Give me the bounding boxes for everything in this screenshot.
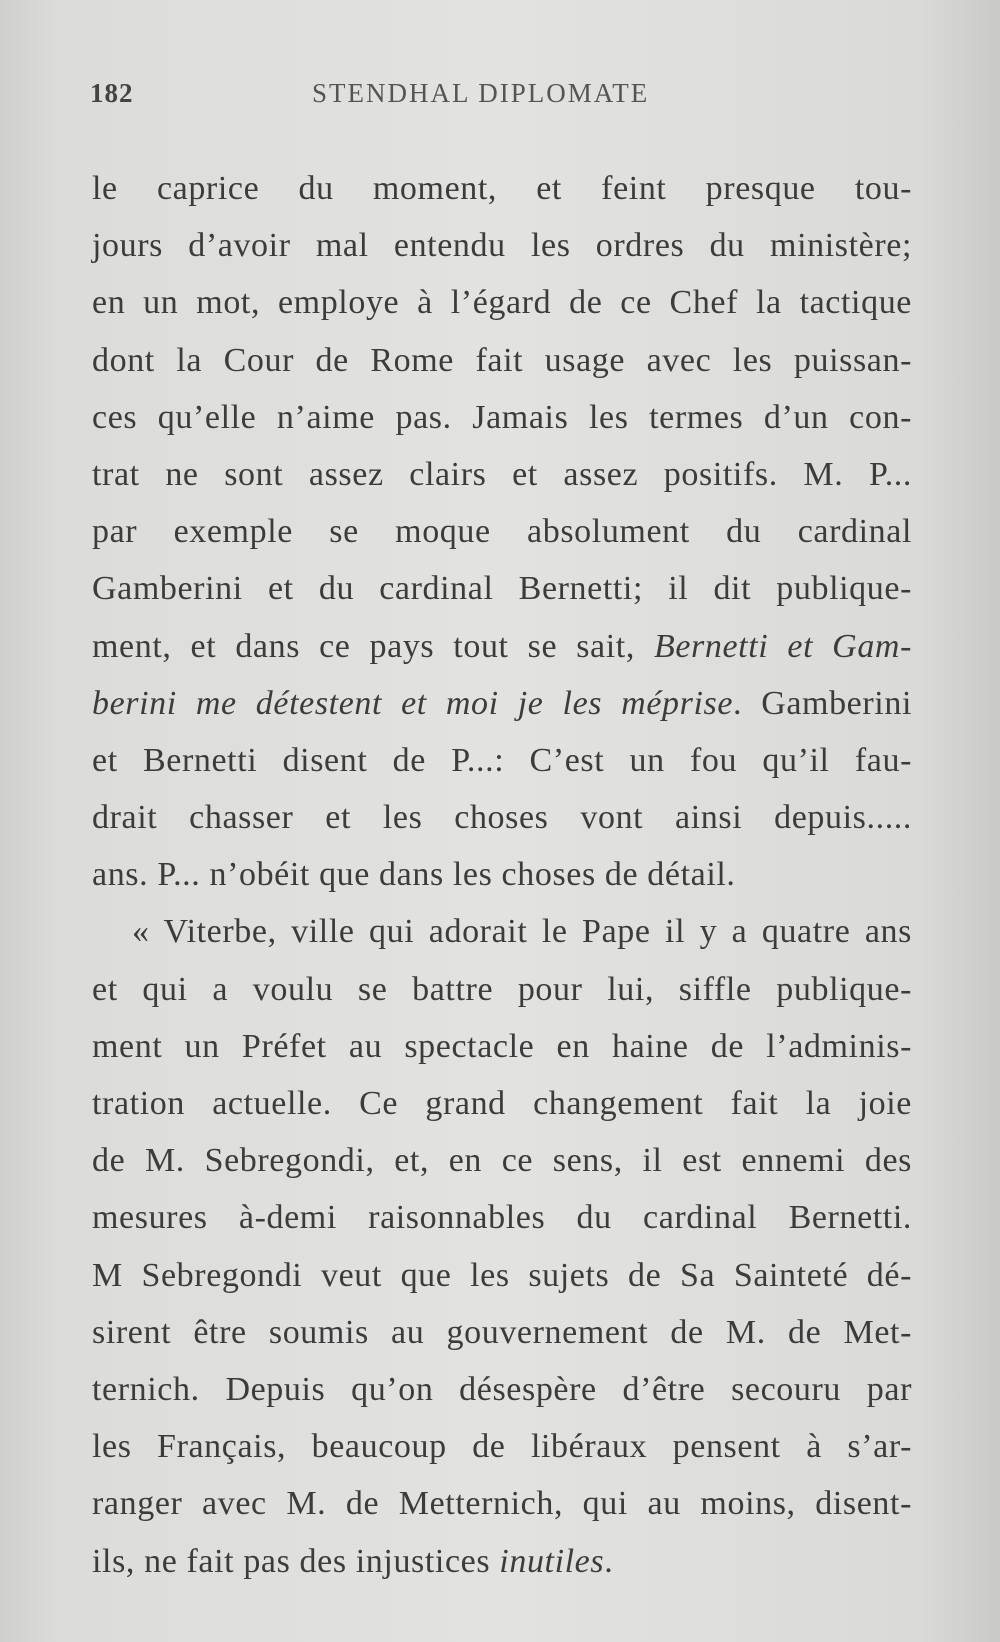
text-line: dont la Cour de Rome fait usage avec les puissan- (92, 341, 912, 379)
text-line: par exemple se moque absolument du cardinal (92, 513, 912, 551)
text-line: le caprice du moment, et feint presque tou- (92, 170, 912, 207)
italic-run: berini me détestent et moi je les méprise (92, 684, 734, 722)
text-line: « Viterbe, ville qui adorait le Pape il y a quatre ans (132, 913, 912, 951)
text-line: sirent être soumis au gouvernement de M. de Met- (92, 1313, 912, 1351)
italic-run: inutiles (499, 1542, 605, 1580)
text-line: ces qu’elle n’aime pas. Jamais les termes d’un con- (92, 398, 912, 436)
page-number: 182 (90, 78, 134, 108)
italic-run: Bernetti et Gam- (654, 627, 912, 665)
text-line: les Français, beaucoup de libéraux pensent à s’ar- (92, 1428, 912, 1466)
text-line: mesures à-demi raisonnables du cardinal Bernetti. (92, 1199, 912, 1237)
text-line (92, 1533, 912, 1590)
text-line: et qui a voulu se battre pour lui, siffle publique- (92, 970, 912, 1008)
text-line: de M. Sebregondi, et, en ce sens, il est ennemi des (92, 1142, 912, 1180)
text-run: ils, ne fait pas des injustices (92, 1542, 500, 1580)
text-line: ment un Préfet au spectacle en haine de l’adminis- (92, 1027, 912, 1065)
text-run: . Gamberini (733, 684, 912, 722)
text-line: jours d’avoir mal entendu les ordres du ministère; (92, 227, 912, 265)
text-line: ternich. Depuis qu’on désespère d’être secouru par (92, 1370, 912, 1408)
text-run: ment, et dans ce pays tout se sait, (92, 627, 654, 665)
text-line (92, 618, 912, 675)
text-line: Gamberini et du cardinal Bernetti; il dit publique- (92, 570, 912, 608)
page-header (90, 78, 910, 118)
text-line: M Sebregondi veut que les sujets de Sa Sainteté dé- (92, 1256, 912, 1294)
text-line: ranger avec M. de Metternich, qui au moins, disent- (92, 1485, 912, 1523)
text-line: tration actuelle. Ce grand changement fait la joie (92, 1085, 912, 1122)
text-line: en un mot, employe à l’égard de ce Chef la tactique (92, 284, 912, 322)
text-line: ans. P... n’obéit que dans les choses de détail. (92, 856, 736, 894)
running-head: STENDHAL DIPLOMATE (312, 78, 650, 108)
text-line: et Bernetti disent de P...: C’est un fou qu’il fau- (92, 741, 912, 779)
body-text (92, 160, 912, 1590)
text-line: trat ne sont assez clairs et assez positifs. M. P... (92, 455, 912, 493)
text-line: drait chasser et les choses vont ainsi depuis..... (92, 799, 912, 837)
text-line (92, 675, 912, 732)
text-run: . (604, 1542, 614, 1580)
